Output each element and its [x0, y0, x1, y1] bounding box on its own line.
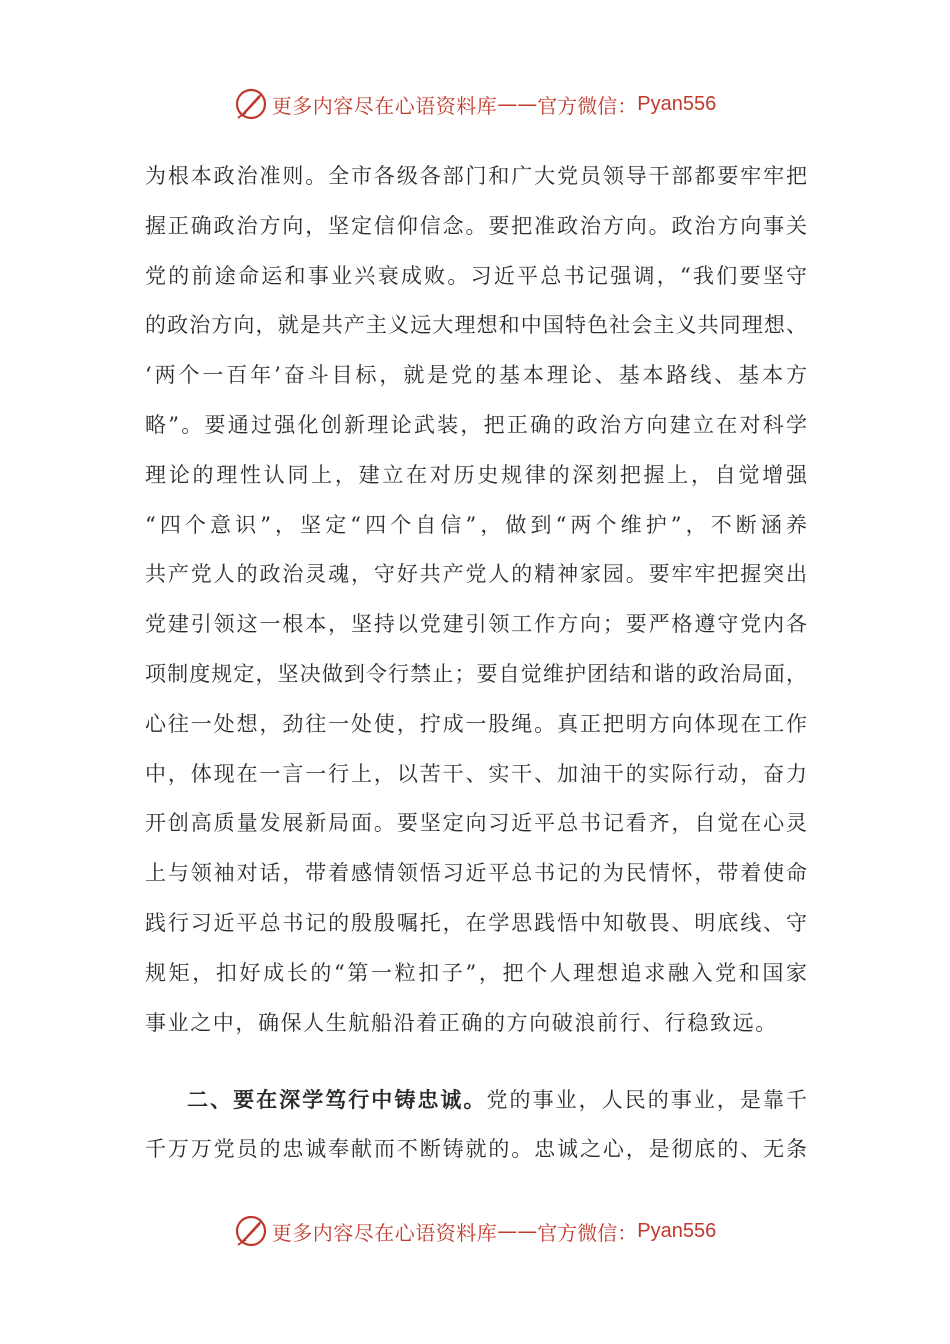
document-body: [145, 152, 807, 1175]
text-line: 规矩，扣好成长的“第一粒扣子”，把个人理想追求融入党和国家: [145, 960, 807, 985]
footer-banner: [0, 1211, 950, 1251]
banner-title: 更多内容尽在心语资料库: [271, 93, 498, 118]
text-line: 千万万党员的忠诚奉献而不断铸就的。忠诚之心，是彻底的、无条: [145, 1137, 807, 1162]
text-line: 中，体现在一言一行上，以苦干、实干、加油干的实际行动，奋力: [145, 761, 807, 786]
banner-separator: ——: [497, 92, 538, 116]
paragraph-gap: [145, 1048, 807, 1075]
banner-title: 更多内容尽在心语资料库: [271, 1220, 498, 1245]
text-line: 践行习近平总书记的殷殷嘱托，在学思践悟中知敬畏、明底线、守: [145, 910, 807, 935]
banner-separator: ——: [497, 1219, 538, 1243]
text-line: 开创高质量发展新局面。要坚定向习近平总书记看齐，自觉在心灵: [145, 811, 807, 836]
text-line: [145, 1075, 807, 1125]
text-line: 项制度规定，坚决做到令行禁止；要自觉维护团结和谐的政治局面，: [145, 661, 807, 686]
text-line: “四个意识”，坚定“四个自信”，做到“两个维护”，不断涵养: [145, 512, 807, 537]
text-line: 为根本政治准则。全市各级各部门和广大党员领导干部都要牢牢把: [145, 164, 807, 188]
paragraph-2: [145, 1075, 807, 1175]
text-line: 党建引领这一根本，坚持以党建引领工作方向；要严格遵守党内各: [145, 612, 807, 637]
banner-wechat-label: 官方微信：: [537, 93, 638, 118]
text-line: 上与领袖对话，带着感情领悟习近平总书记的为民情怀，带着使命: [145, 861, 807, 886]
text-line: 共产党人的政治灵魂，守好共产党人的精神家园。要牢牢把握突出: [145, 562, 807, 587]
pen-logo-icon: [234, 1214, 268, 1248]
text-line: 心往一处想，劲往一处使，拧成一股绳。真正把明方向体现在工作: [145, 711, 807, 736]
header-banner: [0, 84, 950, 124]
text-line: 略”。要通过强化创新理论武装，把正确的政治方向建立在对科学: [145, 412, 807, 437]
text-line: 事业之中，确保人生航船沿着正确的方向破浪前行、行稳致远。: [145, 1010, 778, 1035]
text-line: 的政治方向，就是共产主义远大理想和中国特色社会主义共同理想、: [145, 313, 807, 338]
banner-wechat-label: 官方微信：: [537, 1220, 638, 1245]
paragraph-1: [145, 152, 807, 1048]
text-line: 理论的理性认同上，建立在对历史规律的深刻把握上，自觉增强: [145, 462, 807, 487]
section-heading: 二、要在深学笃行中铸忠诚。: [187, 1087, 487, 1113]
text-line: 党的前途命运和事业兴衰成败。习近平总书记强调，“我们要坚守: [145, 263, 807, 288]
pen-logo-icon: [234, 87, 268, 121]
banner-wechat-id: Pyan556: [637, 1219, 717, 1242]
text-line: 握正确政治方向，坚定信仰信念。要把准政治方向。政治方向事关: [145, 213, 807, 238]
banner-wechat-id: Pyan556: [637, 92, 717, 115]
text-line: ‘两个一百年’奋斗目标，就是党的基本理论、基本路线、基本方: [145, 363, 807, 388]
section-text: 党的事业，人民的事业，是靠千: [486, 1088, 807, 1113]
